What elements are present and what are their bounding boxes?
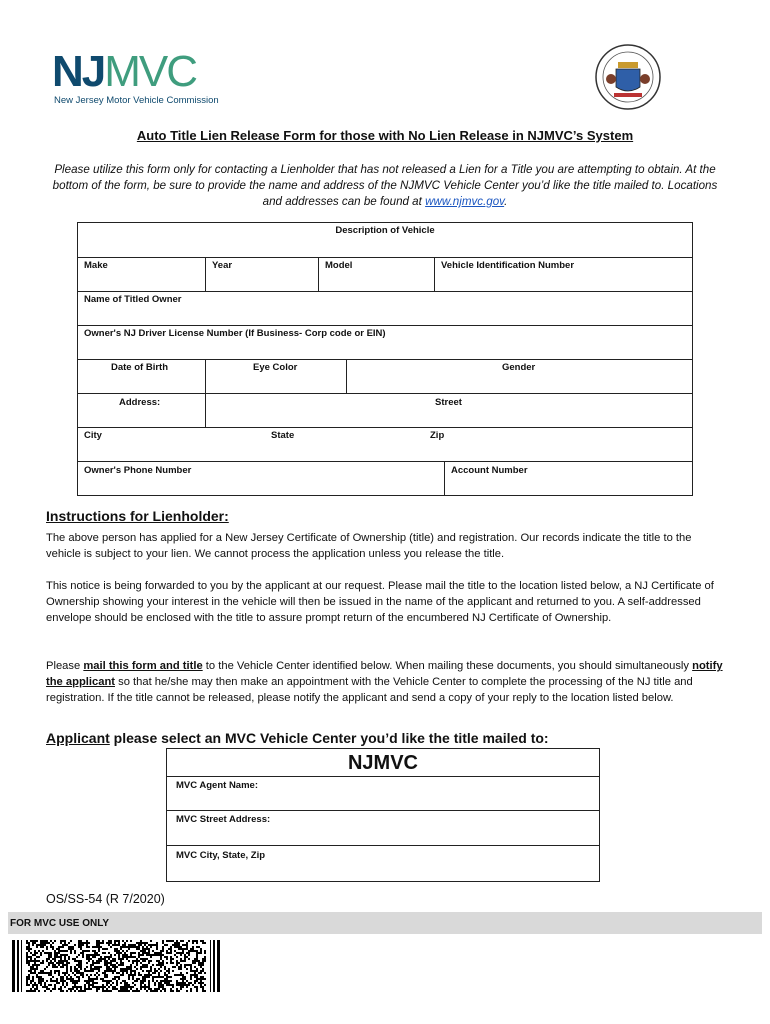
njmvc-link[interactable]: www.njmvc.gov	[425, 195, 505, 208]
dob-label: Date of Birth	[111, 362, 168, 373]
instructions-heading: Instructions for Lienholder:	[46, 508, 229, 524]
model-label: Model	[325, 260, 353, 271]
applicant-heading	[46, 730, 549, 746]
logo-nj: NJ	[52, 47, 105, 96]
intro-text	[50, 162, 720, 210]
form-code: OS/SS-54 (R 7/2020)	[46, 892, 165, 906]
eye-color-label: Eye Color	[253, 362, 298, 373]
city-state-zip-label: MVC City, State, Zip	[176, 850, 266, 861]
instructions-p3	[46, 658, 726, 706]
intro-body: Please utilize this form only for contacting a Lienholder that has not released a Lien for a Title you are attempting to obtain. At the bottom of the form, be sure to provide the name and address of the NJMVC Vehicle Center you’d like the title mailed to. Locations and addresses can be found at	[52, 163, 718, 208]
year-label: Year	[212, 260, 233, 271]
center-name: NJMVC	[347, 752, 418, 774]
city-state-zip-row[interactable]	[77, 427, 693, 462]
nj-state-seal-icon	[594, 43, 662, 111]
account-label: Account Number	[451, 465, 528, 476]
make-label: Make	[84, 260, 108, 271]
agent-name-label: MVC Agent Name:	[176, 780, 258, 791]
p3-part-a: Please	[46, 660, 84, 672]
p3-mail-form: mail this form and title	[83, 660, 203, 672]
license-label: Owner's NJ Driver License Number (If Business- Corp code or EIN)	[84, 328, 386, 339]
instructions-p2: This notice is being forwarded to you by the applicant at our request. Please mail the title to the location listed below, a NJ Certificate of Ownership showing your interest in the vehicle will then be issued in the name of the applicant and returned to you. A self-addressed envelope should be enclosed with the title to assure prompt return of the encumbered NJ Certificate of Ownership.	[46, 580, 714, 624]
city-label: City	[84, 430, 102, 441]
intro-end: .	[504, 195, 508, 208]
logo-mvc: MVC	[104, 47, 197, 96]
state-label: State	[271, 430, 295, 441]
p3-part-e: so that he/she may then make an appointment with the Vehicle Center to complete the processing of the NJ title and registration. If the title cannot be released, please notify the applicant and send a copy of your reply to the location listed below.	[46, 676, 693, 704]
phone-label: Owner's Phone Number	[84, 465, 192, 476]
street-address-label: MVC Street Address:	[176, 814, 271, 825]
logo-wordmark	[52, 47, 197, 96]
njmvc-logo	[52, 47, 232, 112]
form-title: Auto Title Lien Release Form for those with No Lien Release in NJMVC’s System	[136, 128, 634, 143]
p3-part-c: to the Vehicle Center identified below. When mailing these documents, you should simultaneously	[202, 660, 693, 672]
gender-label: Gender	[502, 362, 536, 373]
instructions-p1: The above person has applied for a New Jersey Certificate of Ownership (title) and registration. Our records indicate the title to the vehicle is subject to your lien. We cannot process the application unless you release the title.	[46, 532, 692, 560]
street-label: Street	[435, 397, 462, 408]
owner-name-label: Name of Titled Owner	[84, 294, 182, 305]
barcode-icon	[12, 940, 220, 992]
description-label: Description of Vehicle	[335, 225, 435, 236]
logo-subtitle: New Jersey Motor Vehicle Commission	[54, 95, 219, 106]
zip-label: Zip	[430, 430, 445, 441]
vin-label: Vehicle Identification Number	[441, 260, 575, 271]
p3-notify-applicant: notify the applicant	[46, 660, 723, 688]
applicant-heading-rest: please select an MVC Vehicle Center you’d like the title mailed to:	[109, 730, 549, 746]
mvc-use-only-bar: FOR MVC USE ONLY	[8, 912, 762, 934]
applicant-word: Applicant	[46, 730, 110, 746]
address-label: Address:	[119, 397, 161, 408]
